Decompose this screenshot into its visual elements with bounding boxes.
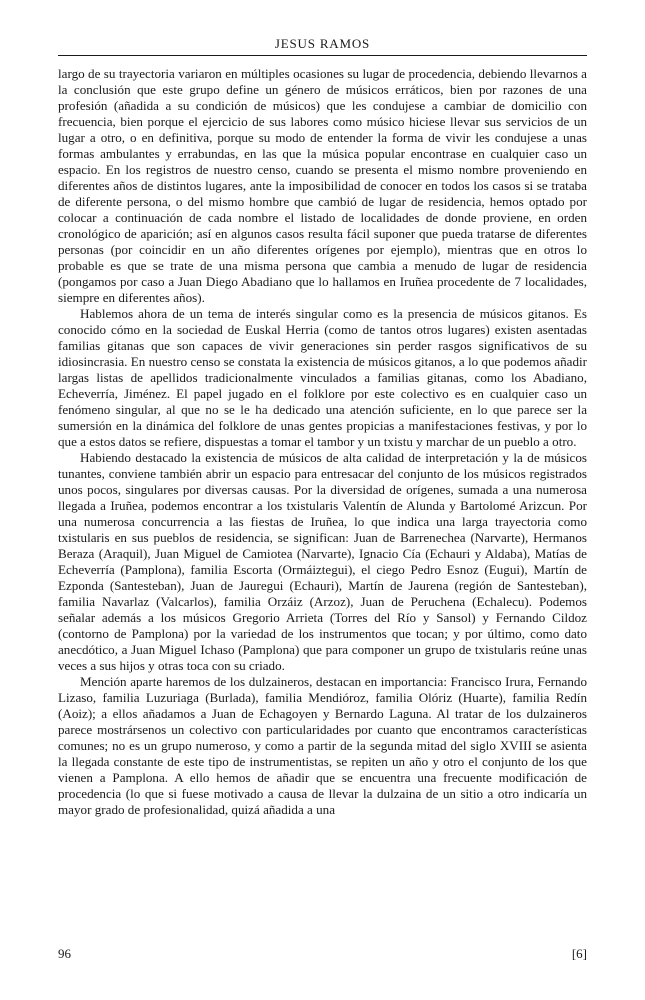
paragraph-2: Hablemos ahora de un tema de interés singular como es la presencia de músicos gitanos. Es conocido cómo en la sociedad de Euskal Herria (como de tantos otros lugares) existen asentadas familias gitanas que son capaces de vivir generaciones sin perder rasgos significativos de su idiosincrasia. En nuestro censo se constata la existencia de músicos gitanos, a lo que podemos añadir largas listas de apellidos tradicionalmente vinculados a familias gitanas, como los Abadiano, Echeverría, Jiménez. El papel jugado en el folklore por este colectivo es en cualquier caso un fenómeno singular, al que no se le ha dedicado una atención suficiente, en lo que parece ser la sumersión en la dinámica del folklore de unas gentes propicias a manifestaciones festivas, y por lo que a estos datos se refiere, dispuestas a tomar el tambor y un txistu y marchar de un pueblo a otro. bbox=[58, 306, 587, 449]
header-rule bbox=[58, 55, 587, 56]
signature-mark: [6] bbox=[571, 946, 587, 961]
paragraph-1: largo de su trayectoria variaron en múltiples ocasiones su lugar de procedencia, debiendo llevarnos a la conclusión que este grupo define un género de músicos erráticos, bien por razones de una profesión (añadida a su condición de músicos) que les condujese a cambiar de domicilio con frecuencia, bien porque el ejercicio de sus labores como músico hiciese llevar sus servicios de un lugar a otro, o en definitiva, porque su modo de entender la forma de vivir les condujese a unas formas ambulantes y errabundas, en las que la música popular encontrase en cualquier caso un espacio. En los registros de nuestro censo, cuando se presenta el mismo nombre proveniendo en diferentes años de distintos lugares, ante la imposibilidad de conocer en todos los casos si se trataba de diferente persona, o del mismo hombre que cambió de lugar de residencia, hemos optado por colocar a continuación de cada nombre el listado de localidades de donde proviene, en orden cronológico de aparición; así en algunos casos resulta fácil suponer que pueda tratarse de diferentes personas (por coincidir en un año diferentes orígenes por ejemplo), mientras que en otros lo probable es que se trate de una misma persona que cambia a menudo de lugar de residencia (pongamos por caso a Juan Diego Abadiano que lo hallamos en Iruñea procedente de 7 localidades, siempre en diferentes años). bbox=[58, 66, 587, 305]
page-number: 96 bbox=[58, 946, 71, 961]
paragraph-4: Mención aparte haremos de los dulzaineros, destacan en importancia: Francisco Irura, Fernando Lizaso, familia Luzuriaga (Burlada), familia Mendióroz, familia Olóriz (Huarte), familia Redín (Aoiz); a ellos añadamos a Juan de Echagoyen y Bernardo Laguna. Al tratar de los dulzaineros parece mostrársenos un colectivo con particularidades por cuanto que encontramos características comunes; no es un grupo numeroso, y como a partir de la segunda mitad del siglo XVIII se asienta la llegada constante de este tipo de instrumentistas, se repiten un año y otro el conjunto de los que vienen a Pamplona. A ello hemos de añadir que se encuentra una frecuente modificación de procedencia (lo que si fuese motivado a causa de llevar la dulzaina de un sitio a otro indicaría un mayor grado de profesionalidad, quizá añadida a una bbox=[58, 674, 587, 817]
body-text bbox=[58, 66, 587, 818]
paragraph-3: Habiendo destacado la existencia de músicos de alta calidad de interpretación y la de músicos tunantes, conviene también abrir un espacio para entresacar del conjunto de los músicos registrados unos pocos, singulares por diversas causas. Por la diversidad de orígenes, sumada a una numerosa llegada a Iruñea, podemos encontrar a los txistularis Valentín de Alunda y Bartolomé Arizcun. Por una numerosa concurrencia a las fiestas de Iruñea, lo que indica una larga trayectoria como txistularis en sus pueblos de residencia, se significan: Juan de Barrenechea (Narvarte), Hermanos Beraza (Araquil), Juan Miguel de Camiotea (Narvarte), Ignacio Cía (Echauri y Aldaba), Matías de Echeverría (Pamplona), familia Escorta (Ormáiztegui), el ciego Pedro Esnoz (Eugui), Martín de Ezponda (Santesteban), Juan de Jauregui (Echauri), Martín de Jaurena (región de Santesteban), familia Navarlaz (Valcarlos), familia Orzáiz (Arzoz), Juan de Peruchena (Echalecu). Podemos señalar además a los músicos Gregorio Arrieta (Torres del Río y Sansol) y Fernando Cildoz (contorno de Pamplona) por la variedad de los instrumentos que tocan; y por último, como dato anecdótico, a Juan Miguel Ichaso (Pamplona) que para componer un grupo de txistularis reúne unas veces a sus hijos y otras toca con su criado. bbox=[58, 450, 587, 673]
running-title: JESUS RAMOS bbox=[274, 36, 371, 51]
